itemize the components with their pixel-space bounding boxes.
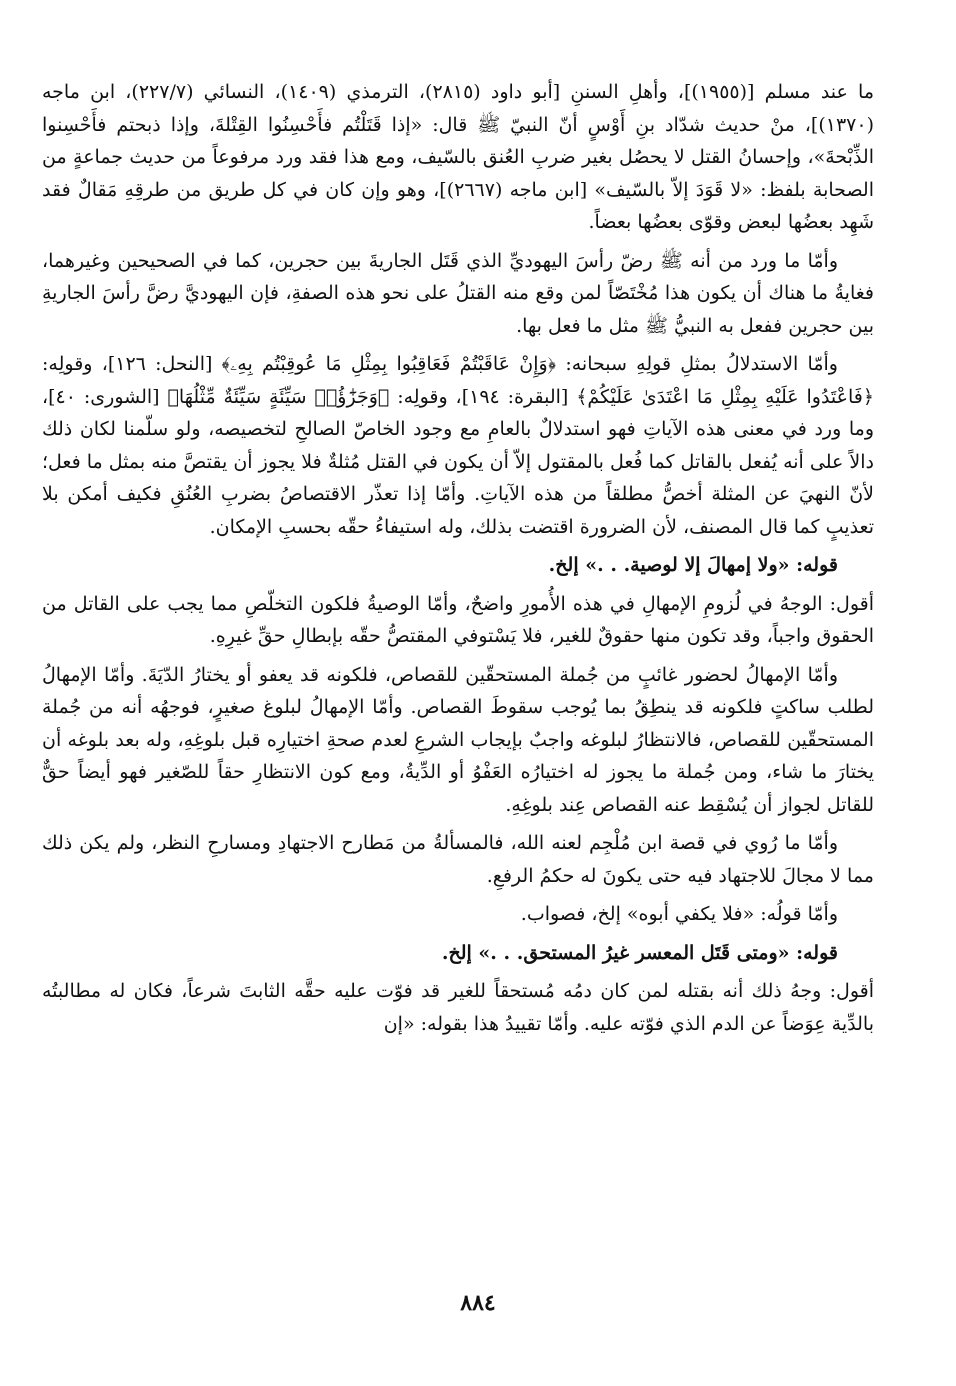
paragraph-9-quote-heading: قوله: «ومتى قَتَل المعسر غيرُ المستحق. . .» إلخ. xyxy=(441,941,838,964)
paragraph-5: أقول: الوجهُ في لُزومِ الإمهالِ في هذه الأُمورِ واضحٌ، وأمّا الوصيةُ فلكون التخلّصِ مما يجب على القاتل من الحقوق واجباً، وقد تكون منها حقوقٌ للغير، فلا يَسْتوفي المقتصُّ حقّه بإبطالِ حقِّ غيرِهِ. xyxy=(42,592,874,647)
paragraph-4-quote-heading: قوله: «ولا إمهالَ إلا لوصية. . .» إلخ. xyxy=(548,554,838,576)
paragraph-3: وأمّا الاستدلالُ بمثلِ قولِهِ سبحانه: ﴿وَإِنْ عَاقَبْتُمْ فَعَاقِبُوا بِمِثْلِ مَا عُوقِبْتُم بِهِۦ﴾ [النحل: ١٢٦]، وقولِه: ﴿فَاعْتَدُوا عَلَيْهِ بِمِثْلِ مَا اعْتَدَىٰ عَلَيْكُمْ﴾ [البقرة: ١٩٤]، وقولِه: ﴿وَجَزَٰٓؤُا۟ سَيِّئَةٍ سَيِّئَةٌ مِّثْلُهَا﴾ [الشورى: ٤٠]، وما ورد في معنى هذه الآياتِ فهو استدلالٌ بالعامِ مع وجود الخاصّ الصالحِ لتخصيصه، ولو سلّمنا لكان ذلك دالاً على أنه يُفعل بالقاتل كما فُعل بالمقتول إلاّ أن يكون في القتل مُثلةٌ فلا يجوز أن يقتصَّ منه بمثل ما فعل؛ لأنّ النهيَ عن المثلة أخصُّ مطلقاً من هذه الآياتِ. وأمّا إذا تعذّر الاقتصاصُ بضربِ العُنُقِ فكيف أمكن بلا تعذيبٍ كما قال المصنف، لأن الضرورة اقتضت بذلك، وله استيفاءُ حقّه بحسبِ الإمكان. xyxy=(42,353,874,538)
paragraph-8: وأمّا قولُه: «فلا يكفي أبوه» إلخ، فصواب. xyxy=(520,903,838,925)
paragraph-1: ما عند مسلم [(١٩٥٥)]، وأهلِ السننِ [أبو داود (٢٨١٥)، الترمذي (١٤٠٩)، النسائي (٢٢٧/٧)، ابن ماجه (١٣٧٠)]، منْ حديث شدّاد بنِ أَوْسٍ أنّ النبيّ ﷺ قال: «إذا قَتَلْتُم فأَحْسِنُوا القِتْلةَ، وإذا ذبحتم فأَحْسِنوا الذِّبْحةَ»، وإحسانُ القتل لا يحصُل بغير ضربِ العُنق بالسّيف، ومع هذا فقد ورد مرفوعاً من حديث جماعةٍ من الصحابة بلفظ: «لا قَوَدَ إلاّ بالسّيف» [ابن ماجه (٢٦٦٧)]، وهو وإن كان في كل طريق من طرقِهِ مَقالٌ فقد شَهِد بعضُها لبعض وقوّى بعضُها بعضاً. xyxy=(42,81,875,233)
paragraph-7: وأمّا ما رُوي في قصة ابن مُلْجِم لعنه الله، فالمسألةُ من مَطارح الاجتهادِ ومسارحِ النظر، ولم يكن ذلك مما لا مجالَ للاجتهاد فيه حتى يكونَ له حكمُ الرفعِ. xyxy=(42,832,874,887)
paragraph-2: وأمّا ما ورد من أنه ﷺ رضّ رأسَ اليهوديِّ الذي قَتَل الجاريةَ بين حجرين، كما في الصحيحين وغيرهما، فغايةُ ما هناك أن يكون هذا مُخْتَصّاً لمن وقع منه القتلُ على نحو هذه الصفةِ، فإن اليهوديَّ رضَّ رأسَ الجاريةِ بين حجرين ففعل به النبيُّ ﷺ مثل ما فعل بها. xyxy=(42,249,874,337)
paragraph-10: أقول: وجهُ ذلك أنه بقتله لمن كان دمُه مُستحقاً للغير قد فوّت عليه حقَّه الثابتَ شرعاً، فكان له مطالبتُه بالدِّية عِوَضاً عن الدم الذي فوّته عليه. وأمّا تقييدُ هذا بقوله: «إن xyxy=(42,980,874,1035)
paragraph-6: وأمّا الإمهالُ لحضور غائبٍ من جُملة المستحقّين للقصاص، فلكونه قد يعفو أو يختارُ الدّيَةَ. وأمّا الإمهالُ لطلب ساكتٍ فلكونه قد ينطِقُ بما يُوجب سقوطَ القصاص. وأمّا الإمهالُ لبلوغ صغيرٍ، فوجهُه أنه من جُملة المستحقّين للقصاص، فالانتظارُ لبلوغه واجبٌ بإيجاب الشرعِ لعدم صحةِ اختيارِه قبل بلوغِهِ، وله بعد بلوغه أن يختارَ ما شاء، ومن جُملة ما يجوز له اختيارُه العَفْوُ أو الدِّيةُ، ومع كون الانتظارِ حقاً للصّغير فهو أيضاً حقٌّ للقاتل لجواز أن يُسْقِط عنه القصاص عِند بلوغِهِ. xyxy=(42,663,874,816)
page-number: ٨٨٤ xyxy=(460,1290,496,1316)
